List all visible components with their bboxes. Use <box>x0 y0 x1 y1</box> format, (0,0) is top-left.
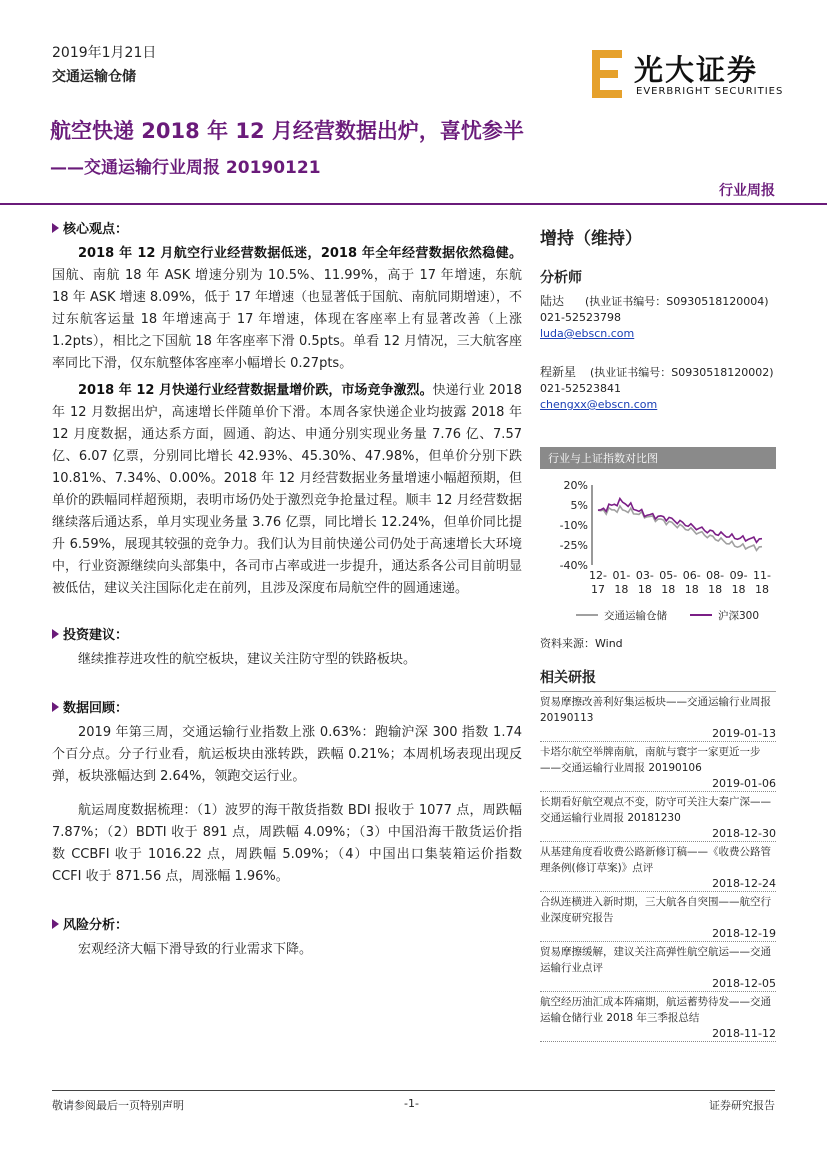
report-date: 2019年1月21日 <box>52 45 157 61</box>
rating-label: 增持（维持） <box>540 229 642 249</box>
related-report-link[interactable]: 长期看好航空观点不变，防守可关注大秦广深——交通运输行业周报 20181230 <box>540 796 771 824</box>
y-tick-label: -25% <box>559 539 588 552</box>
x-tick-label: 03- <box>635 569 654 582</box>
invest-heading: 投资建议： <box>52 624 522 643</box>
page-subtitle: ——交通运输行业周报 20190121 <box>50 158 321 178</box>
series-line <box>598 499 762 543</box>
analyst-email-link[interactable]: chengxx@ebscn.com <box>540 398 658 411</box>
related-report-link[interactable]: 卡塔尔航空举牌南航，南航与寰宇一家更近一步——交通运输行业周报 20190106 <box>540 746 761 774</box>
x-tick-label: 08- <box>706 569 725 582</box>
related-report-link[interactable]: 航空经历油汇成本阵痛期，航运蓄势待发——交通运输仓储行业 2018 年三季报总结 <box>540 996 771 1024</box>
legend-label: 交通运输仓储 <box>604 610 667 622</box>
logo-mark-icon <box>590 46 630 102</box>
x-tick-label: 12- <box>589 569 607 582</box>
bullet-triangle-icon <box>52 629 59 639</box>
x-tick-label: 09- <box>729 569 748 582</box>
analyst-phone: 021-52523798 <box>540 311 621 324</box>
y-tick-label: 5% <box>570 499 588 512</box>
x-tick-label: 18 <box>755 583 769 596</box>
y-tick-label: 20% <box>563 479 588 492</box>
analyst-email-link[interactable]: luda@ebscn.com <box>540 327 635 340</box>
related-report-date: 2018-11-12 <box>540 1026 776 1042</box>
review-paragraph-2: 航运周度数据梳理：（1）波罗的海干散货指数 BDI 报收于 1077 点，周跌幅 7.87%；（2）BDTI 收于 891 点，周跌幅 4.09%；（3）中国沿海干散货运价指数 CCBFI 收于 1016.22 点，周跌幅 5.09%；（4）中国出口集装箱运价指数 CCFI 收于 871.56 点，周涨幅 1.96%。 <box>52 803 522 884</box>
page-title: 航空快递 2018 年 12 月经营数据出炉，喜忧参半 <box>50 119 524 143</box>
review-paragraph-1: 2019 年第三周，交通运输行业指数上涨 0.63%：跑输沪深 300 指数 1.74 个百分点。分子行业看，航运板块由涨转跌，跌幅 0.21%；本周机场表现出现反弹，板块涨幅达到 2.64%，领跑交运行业。 <box>52 725 522 784</box>
bullet-triangle-icon <box>52 223 59 233</box>
related-report-date: 2018-12-24 <box>540 876 776 892</box>
sidebar <box>540 218 776 1042</box>
footer-report-label: 证券研究报告 <box>709 1099 775 1112</box>
analyst-cert: (执业证书编号：S0930518120002) <box>590 366 774 379</box>
comparison-chart <box>540 447 776 633</box>
chart-source: 资料来源：Wind <box>540 637 623 650</box>
analyst-cert: (执业证书编号：S0930518120004) <box>585 295 769 308</box>
risk-paragraph: 宏观经济大幅下滑导致的行业需求下降。 <box>78 942 313 957</box>
company-logo <box>590 46 790 106</box>
x-tick-label: 18 <box>661 583 676 596</box>
x-tick-label: 11- <box>753 569 771 582</box>
y-tick-label: -40% <box>559 559 588 572</box>
related-report-date: 2018-12-05 <box>540 976 776 992</box>
related-heading: 相关研报 <box>540 667 776 692</box>
related-report-link[interactable]: 贸易摩擦缓解，建议关注高弹性航空航运——交通运输行业点评 <box>540 946 771 974</box>
related-report-date: 2019-01-06 <box>540 776 776 792</box>
main-content <box>52 218 522 961</box>
sector-label: 交通运输仓储 <box>52 69 136 85</box>
related-report-date: 2018-12-19 <box>540 926 776 942</box>
analyst-name: 程新星 <box>540 365 577 379</box>
core-paragraph-2: 2018 年 12 月快递行业经营数据量增价跌，市场竞争激烈。快递行业 2018 年 12 月数据出炉，高速增长伴随单价下滑。本周各家快递企业均披露 2018 年 12 月度数据，通达系方面，圆通、韵达、申通分别实现业务量 7.76 亿、7.57 亿、6.07 亿票，分别同比增长 42.93%、45.30%、47.98%，但单价分别下跌 10.81%、7.34%、0.00%。2018 年 12 月经营数据业务量增速小幅超预期，但单价的跌幅同样超预期，表明市场仍处于激烈竞争抢量过程。顺丰 12 月经营数据继续落后通达系，单月实现业务量 3.76 亿票，同比增长 12.24%，但单价同比提升 6.59%，展现其较强的竞争力。我们认为目前快递公司仍处于高速增长大环境中，行业资源继续向头部集中，各司市占率或进一步提升，通达系各公司目前明显被低估，建议关注国际化走在前列，且涉及深度布局航空件的圆通速递。 <box>52 383 522 596</box>
y-tick-label: -10% <box>559 519 588 532</box>
logo-text-cn: 光大证券 <box>634 53 759 87</box>
legend-label: 沪深300 <box>718 610 760 622</box>
bullet-triangle-icon <box>52 919 59 929</box>
chart-svg <box>540 469 776 629</box>
x-tick-label: 18 <box>637 583 652 596</box>
invest-paragraph: 继续推荐进攻性的航空板块，建议关注防守型的铁路板块。 <box>78 652 417 667</box>
analyst-name: 陆达 <box>540 294 565 308</box>
x-tick-label: 06- <box>682 569 701 582</box>
chart-title: 行业与上证指数对比图 <box>540 447 776 469</box>
logo-text-en: EVERBRIGHT SECURITIES <box>636 86 784 97</box>
x-tick-label: 18 <box>708 583 723 596</box>
related-report-link[interactable]: 贸易摩擦改善利好集运板块——交通运输行业周报 20190113 <box>540 696 771 724</box>
core-heading: 核心观点： <box>52 218 522 237</box>
analyst-heading: 分析师 <box>540 270 582 286</box>
related-report-date: 2019-01-13 <box>540 726 776 742</box>
analyst-phone: 021-52523841 <box>540 382 621 395</box>
report-type-label: 行业周报 <box>719 183 775 199</box>
risk-heading: 风险分析： <box>52 914 522 933</box>
core-paragraph-1: 2018 年 12 月航空行业经营数据低迷，2018 年全年经营数据依然稳健。国航、南航 18 年 ASK 增速分别为 10.5%、11.99%，高于 17 年增速，东航 18 年 ASK 增速 8.09%，低于 17 年增速（也显著低于国航、南航同期增速），不过东航客运量 18 年增速高于 17 年增速，体现在客座率上有显著改善（上涨 1.2pts），相比之下国航 18 年客座率下滑 0.5pts。单看 12 月情况，三大航客座率同比下滑，仅东航整体客座率小幅增长 0.27pts。 <box>52 246 522 371</box>
footer-disclaimer: 敬请参阅最后一页特别声明 <box>52 1099 184 1112</box>
header-divider <box>0 203 827 205</box>
x-tick-label: 18 <box>614 583 629 596</box>
related-report-link[interactable]: 合纵连横进入新时期，三大航各自突围——航空行业深度研究报告 <box>540 896 771 924</box>
review-heading: 数据回顾： <box>52 697 522 716</box>
footer-divider <box>52 1090 775 1091</box>
x-tick-label: 18 <box>731 583 746 596</box>
x-tick-label: 01- <box>612 569 631 582</box>
related-reports-list <box>540 694 776 1042</box>
related-report-date: 2018-12-30 <box>540 826 776 842</box>
x-tick-label: 05- <box>659 569 678 582</box>
analyst-block <box>540 293 776 342</box>
x-tick-label: 18 <box>684 583 699 596</box>
analyst-block <box>540 364 776 413</box>
bullet-triangle-icon <box>52 702 59 712</box>
page-number: -1- <box>404 1097 419 1110</box>
x-tick-label: 17 <box>591 583 605 596</box>
related-report-link[interactable]: 从基建角度看收费公路新修订稿——《收费公路管理条例(修订草案)》点评 <box>540 846 771 874</box>
series-line <box>598 506 762 550</box>
